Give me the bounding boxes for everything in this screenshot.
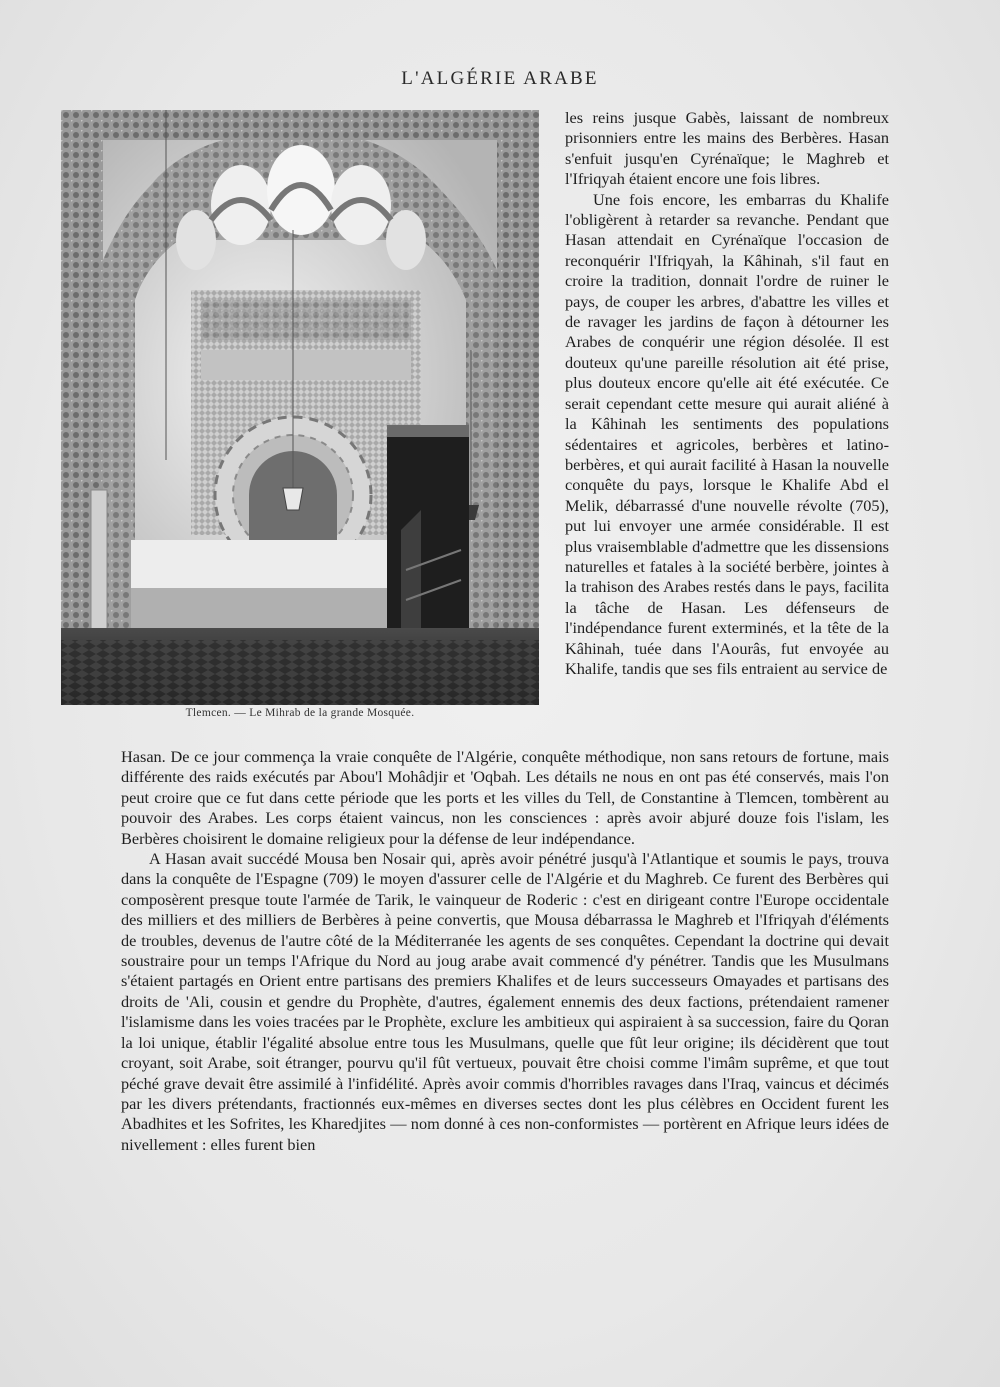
- running-head: L'ALGÉRIE ARABE: [401, 68, 599, 89]
- paragraph: A Hasan avait succédé Mousa ben Nosair qui, après avoir pénétré jusqu'à l'Atlantique et soumis le pays, trouva dans la conquête de l'Espagne (709) le moyen d'assurer celle de l'Algérie et du Maghreb. Ce furent des Berbères qui composèrent presque toute l'armée de Tarik, le vainqueur de Roderic : c'est en dirigeant contre l'Europe occidentale des milliers et des milliers de Berbères à peine convertis, que Mousa débarrassa le Maghreb et l'Ifriqyah d'éléments de troubles, devenus de l'autre côté de la Méditerranée les agents de ses conquêtes. Cependant la doctrine qui devait soustraire pour un temps l'Afrique du Nord au joug arabe avait commencé d'y pénétrer. Tandis que les Musulmans s'étaient partagés en Orient entre partisans des premiers Khalifes et de leurs successeurs Omayades et partisans des droits de 'Ali, cousin et gendre du Prophète, d'autres, également ennemis des deux factions, prétendaient ramener l'islamisme dans les voies tracées par le Prophète, exclure les ambitieux qui aspiraient à sa succession, faire du Qoran la loi unique, établir l'égalité absolue entre tous les Musulmans, quelle que fût leur origine; ils décidèrent que tout croyant, soit Arabe, soit étranger, pourvu qu'il fût vertueux, pouvait être choisi comme l'imâm suprême, et que tout péché grave devait être assimilé à l'infidélité. Après avoir commis d'horribles ravages dans l'Iraq, vaincus et décimés par les divers prétendants, fractionnés eux-mêmes en diverses sectes dont les plus célèbres en Occident furent les Abadhites et les Sofrites, les Kharedjites — nom donné à ces non-conformistes — portèrent en Afrique leurs idées de nivellement : elles furent bien: [121, 849, 889, 1154]
- minbar-doorway: [387, 425, 469, 645]
- carved-pillar-right: [497, 110, 539, 705]
- full-width-text: [121, 747, 889, 1155]
- prayer-rug: [61, 640, 539, 705]
- mihrab-photograph: [61, 110, 539, 705]
- mihrab-band: [201, 350, 411, 380]
- minbar-stair: [401, 510, 421, 640]
- column-left: [91, 490, 107, 640]
- hanging-lamp: [283, 488, 303, 510]
- figure-caption: Tlemcen. — Le Mihrab de la grande Mosquée.: [185, 707, 415, 719]
- right-column-text: [565, 108, 889, 679]
- paragraph: Une fois encore, les embarras du Khalife l'obligèrent à retarder sa revanche. Pendant que Hasan attendait en Cyrénaïque l'occasion de reconquérir l'Ifriqyah, la Kâhinah, s'il faut en croire la tradition, donnait l'ordre de ruiner le pays, de couper les arbres, d'abattre les villes et de ravager les jardins de façon à détourner les Arabes de conquérir une région désolée. Il est douteux qu'une pareille résolution ait été prise, plus douteux encore qu'elle ait été exécutée. Ce serait cependant cette mesure qui aurait aliéné à la Kâhinah les sentiments des populations sédentaires et agricoles, berbères et latino-berbères, et qui aurait facilité à Hasan la nouvelle conquête du pays, lorsque le Khalife Abd el Melik, débarrassé d'une nouvelle révolte (705), put lui envoyer une armée considérable. Il est plus vraisemblable d'admettre que les dissensions naturelles et fatales à la société berbère, jointes à la trahison des Arabes restés dans le pays, facilita la tâche de Hasan. Les défenseurs de l'indépendance furent exterminés, et la tête de la Kâhinah, tuée dans l'Aourâs, fut envoyée au Khalife, tandis que ses fils entraient au service de: [565, 189, 889, 678]
- paragraph: les reins jusque Gabès, laissant de nombreux prisonniers entre les mains des Berbères. Hasan s'enfuit jusqu'en Cyrénaïque; le Maghreb et l'Ifriqyah étaient encore une fois libres.: [565, 108, 889, 189]
- paragraph: Hasan. De ce jour commença la vraie conquête de l'Algérie, conquête méthodique, non sans retours de fortune, mais différente des raids exécutés par Abou'l Mohâdjir et 'Oqbah. Les détails ne nous en ont pas été conservés, mais l'on peut croire que ce fut dans cette période que les ports et les villes du Tell, de Constantine à Tlemcen, tombèrent au pouvoir des Arabes. Les corps étaient vaincus, non les consciences : après avoir abjuré douze fois l'islam, les Berbères choisirent le domaine religieux pour la défense de leur indépendance.: [121, 747, 889, 848]
- mihrab-frieze: [201, 300, 411, 340]
